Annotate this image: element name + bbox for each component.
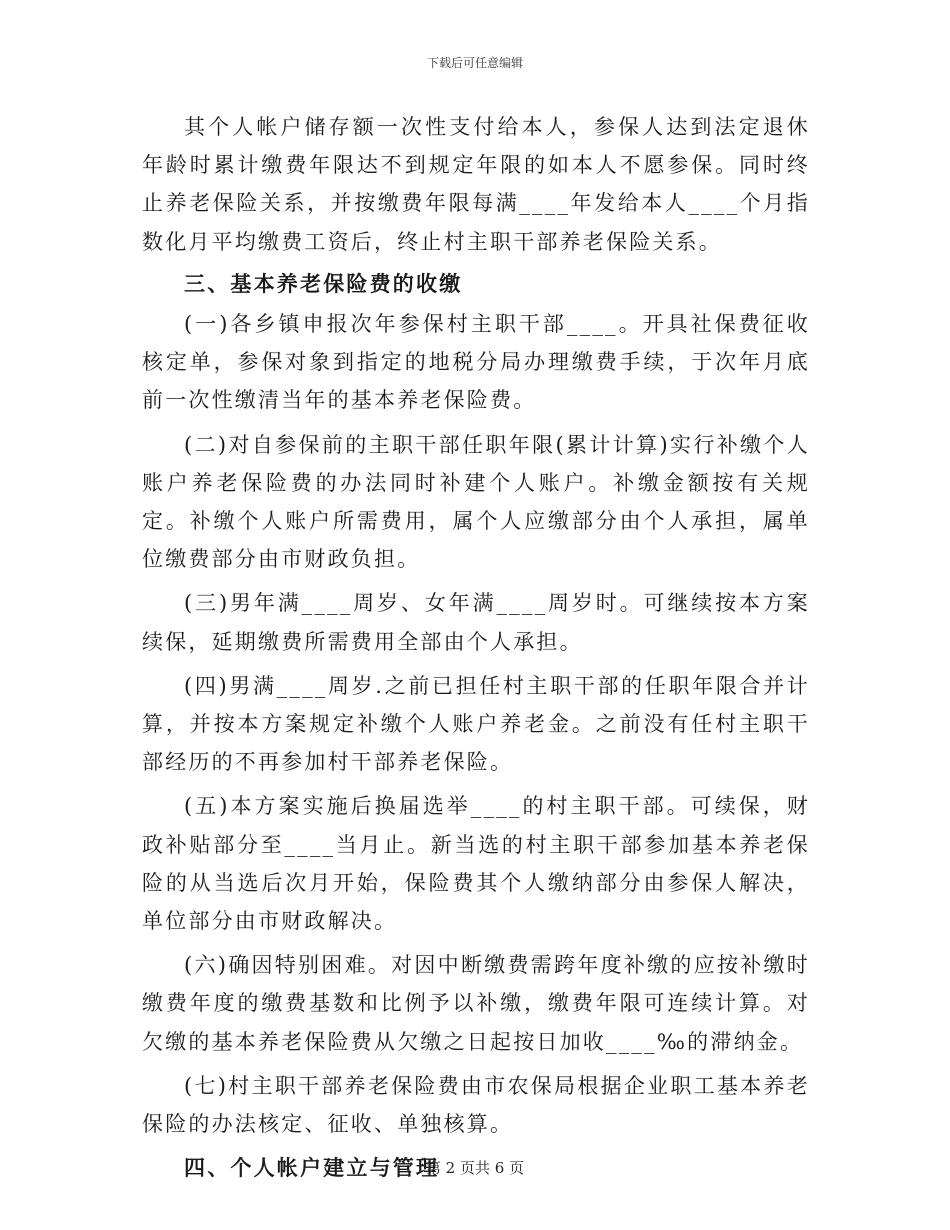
- list-item-5: (五)本方案实施后换届选举____的村主职干部。可续保，财政补贴部分至____当月止。新当选的村主职干部参加基本养老保险的从当选后次月开始，保险费其个人缴纳部分由参保人解决，单位部分由市财政解决。: [142, 794, 810, 934]
- page-footer: 第 2 页共 6 页: [425, 1159, 525, 1177]
- list-item-4: (四)男满____周岁.之前已担任村主职干部的任职年限合并计算，并按本方案规定补缴个人账户养老金。之前没有任村主职干部经历的不再参加村干部养老保险。: [142, 673, 810, 775]
- paragraph-continuation: 其个人帐户储存额一次性支付给本人，参保人达到法定退休年龄时累计缴费年限达不到规定年限的如本人不愿参保。同时终止养老保险关系，并按缴费年限每满____年发给本人____个月指数化月平均缴费工资后，终止村主职干部养老保险关系。: [142, 115, 810, 254]
- list-item-2: (二)对自参保前的主职干部任职年限(累计计算)实行补缴个人账户养老保险费的办法同时补建个人账户。补缴金额按有关规定。补缴个人账户所需费用，属个人应缴部分由个人承担，属单位缴费部分由市财政负担。: [142, 432, 810, 572]
- list-item-6: (六)确因特别困难。对因中断缴费需跨年度补缴的应按补缴时缴费年度的缴费基数和比例予以补缴，缴费年限可连续计算。对欠缴的基本养老保险费从欠缴之日起按日加收____‰的滞纳金。: [142, 953, 810, 1054]
- list-item-7: (七)村主职干部养老保险费由市农保局根据企业职工基本养老保险的办法核定、征收、单独核算。: [142, 1073, 810, 1137]
- document-body: [142, 108, 810, 1189]
- list-item-1: (一)各乡镇申报次年参保村主职干部____。开具社保费征收核定单，参保对象到指定的地税分局办理缴费手续，于次年月底前一次性缴清当年的基本养老保险费。: [142, 312, 810, 413]
- section-heading-4: 四、个人帐户建立与管理: [184, 1155, 440, 1181]
- list-item-3: (三)男年满____周岁、女年满____周岁时。可继续按本方案续保，延期缴费所需费用全部由个人承担。: [142, 591, 810, 654]
- page-header: 下载后可任意编辑: [426, 56, 523, 70]
- section-heading-3: 三、基本养老保险费的收缴: [184, 270, 463, 296]
